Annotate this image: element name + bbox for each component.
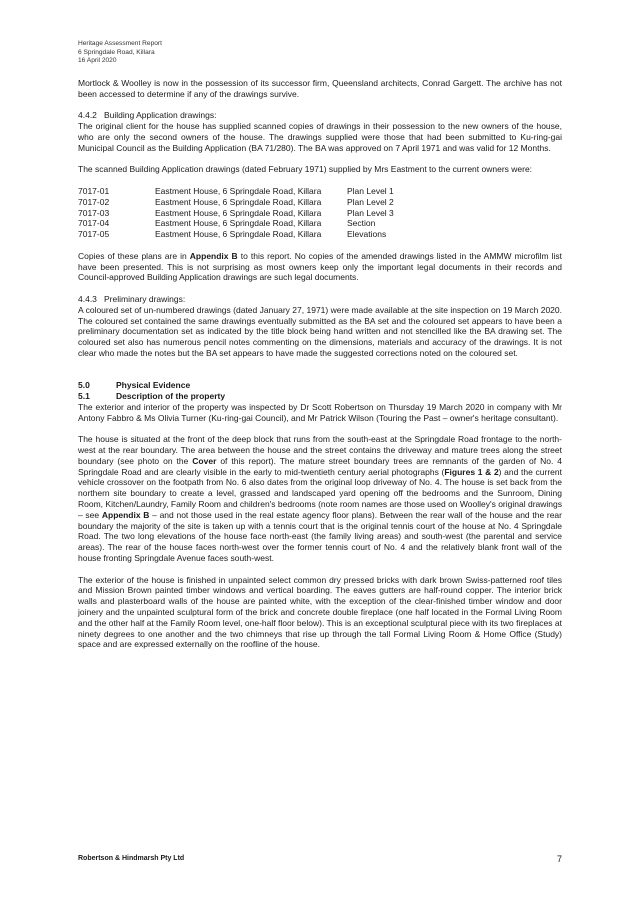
archive-paragraph: Mortlock & Woolley is now in the possession of its successor firm, Queensland architects, Conrad Gargett. The archive has not been accessed to determine if any of the drawings survive. [78, 78, 562, 99]
appendix-b-ref: Appendix B [189, 250, 238, 261]
body-content [78, 78, 562, 650]
drawing-number: 7017-01 [78, 185, 110, 196]
drawing-description: Plan Level 1 [347, 185, 394, 196]
drawing-project: Eastment House, 6 Springdale Road, Killara [155, 185, 322, 196]
drawing-description: Section [347, 218, 376, 229]
drawing-project: Eastment House, 6 Springdale Road, Killara [155, 196, 322, 207]
drawing-row [78, 218, 407, 229]
page-number: 7 [556, 854, 562, 864]
inspection-paragraph: The exterior and interior of the property was inspected by Dr Scott Robertson on Thursday 19 March 2020 in company with Mr Antony Fabbro & Ms Olivia Turner (Ku-ring-gai Council), and Mr Patrick Wilson (Touring the Past – owner's heritage consultant). [78, 401, 562, 423]
preliminary-drawings-paragraph: A coloured set of un-numbered drawings (dated January 27, 1971) were made available at the site inspection on 19 March 2020. The coloured set contained the same drawings eventually submitted as the BA set and the coloured set appears to have been a preliminary documentation set as indicated by the title block being hand written and not stencilled like the BA drawing set. The coloured set also has numerous pencil notes commenting on the dimensions, materials and accuracy of the drawings. It is not clear who made the notes but the BA set appears to have made the suggested corrections noted on the coloured set. [78, 304, 562, 358]
text-run: to this report. No copies of the amended drawings listed in the AMMW microfilm list have been presented. This is not surprising as most owners keep only the important legal documents in their records and Council-approved Building Application drawings are such legal documents. [78, 250, 562, 283]
drawing-row [78, 208, 407, 219]
header-report-title: Heritage Assessment Report [78, 40, 162, 47]
appendix-paragraph [78, 251, 562, 283]
subsection-title: Building Application drawings: [104, 110, 217, 121]
subsection-heading-4-4-3 [78, 294, 562, 305]
drawing-project: Eastment House, 6 Springdale Road, Killara [155, 218, 322, 229]
cover-ref: Cover [192, 455, 217, 466]
subsection-title: Preliminary drawings: [104, 293, 186, 304]
section-heading-5-0 [78, 380, 562, 391]
subsection-number: 4.4.3 [78, 293, 97, 304]
subsection-number: 4.4.2 [78, 110, 97, 121]
drawing-row [78, 229, 407, 240]
footer-firm-name: Robertson & Hindmarsh Pty Ltd [78, 855, 185, 862]
section-number: 5.0 [78, 380, 90, 391]
drawings-list [78, 186, 407, 240]
drawing-row [78, 197, 407, 208]
section-number: 5.1 [78, 391, 90, 402]
running-header [78, 40, 162, 66]
section-title: Description of the property [116, 391, 226, 402]
text-run: Copies of these plans are in [78, 250, 190, 261]
text-run: The house is situated at the front of the deep block that runs from the south-east at the Springdale Road frontage to the north-west at the rear boundary. The area between the house and the street contains the driveway and mature trees along the street boundary (see photo on the [78, 434, 562, 466]
site-description-paragraph [78, 434, 562, 564]
drawing-number: 7017-02 [78, 196, 110, 207]
drawing-description: Elevations [347, 229, 387, 240]
drawing-description: Plan Level 2 [347, 196, 394, 207]
appendix-b-ref: Appendix B [101, 509, 150, 520]
header-date: 16 April 2020 [78, 57, 117, 65]
drawing-number: 7017-03 [78, 207, 110, 218]
scanned-drawings-paragraph: The scanned Building Application drawings (dated February 1971) supplied by Mrs Eastment to the current owners were: [78, 164, 533, 175]
drawing-number: 7017-04 [78, 218, 110, 229]
ba-drawings-paragraph: The original client for the house has supplied scanned copies of drawings in their possession to the new owners of the house, who are only the second owners of the house. The drawings supplied were those that had been submitted to Ku-ring-gai Municipal Council as the Building Application (BA 71/280). The BA was approved on 7 April 1971 and was valid for 12 Months. [78, 121, 562, 153]
drawing-project: Eastment House, 6 Springdale Road, Killara [155, 207, 322, 218]
header-address: 6 Springdale Road, Killara [78, 48, 155, 56]
section-heading-5-1 [78, 391, 562, 402]
drawing-project: Eastment House, 6 Springdale Road, Killara [155, 229, 322, 240]
drawing-description: Plan Level 3 [347, 207, 394, 218]
figures-ref: Figures 1 & 2 [444, 466, 499, 477]
exterior-description-paragraph: The exterior of the house is finished in unpainted select common dry pressed bricks with dark brown Swiss-patterned roof tiles and Mission Brown painted timber windows and vertical boarding. The eaves gutters are half-round copper. The interior brick walls and plasterboard walls of the house are painted white, with the exception of the clear-finished timber window and door joinery and the unpainted sculptural form of the brick and concrete double fireplace (one half located in the Formal Living Room and the other half at the Family Room level, one-half floor below). This is an exceptional sculptural piece with its two fireplaces at ninety degrees to one another and the two chimneys that rise up through the tall Formal Living Room & Home Office (Study) space and are expressed externally on the roofline of the house. [78, 574, 562, 650]
text-run: ) and the current vehicle crossover on the footpath from No. 6 also dates from the original loop driveway of No. 4. The house is set back from the northern site boundary to create a level, grassed and landscaped yard opening off the bedrooms and the Sunroom, Dining Room, Kitchen/Laundry, Family Room and children's bedrooms (note room names are those used on Woolley's original drawings – see [78, 466, 562, 520]
text-run: of this report). The mature street boundary trees are remnants of the garden of No. 4 Springdale Road and are clearly visible in the early to mid-twentieth century aerial photographs ( [78, 455, 562, 477]
drawing-number: 7017-05 [78, 229, 110, 240]
drawing-row [78, 186, 407, 197]
section-title: Physical Evidence [116, 380, 191, 391]
text-run: – and not those used in the real estate agency floor plans). Between the rear wall of the house and the rear boundary the majority of the site is taken up with a tennis court that is the original tennis court of the house at No. 4 Springdale Road. The two long elevations of the house face north-east (the family living areas) and south-west (the parental and service areas). The rear of the house faces north-west over the former tennis court of No. 4 and the relatively blank front wall of the house fronting Springdale Avenue faces south-west. [78, 509, 562, 564]
subsection-heading-4-4-2 [78, 110, 562, 121]
